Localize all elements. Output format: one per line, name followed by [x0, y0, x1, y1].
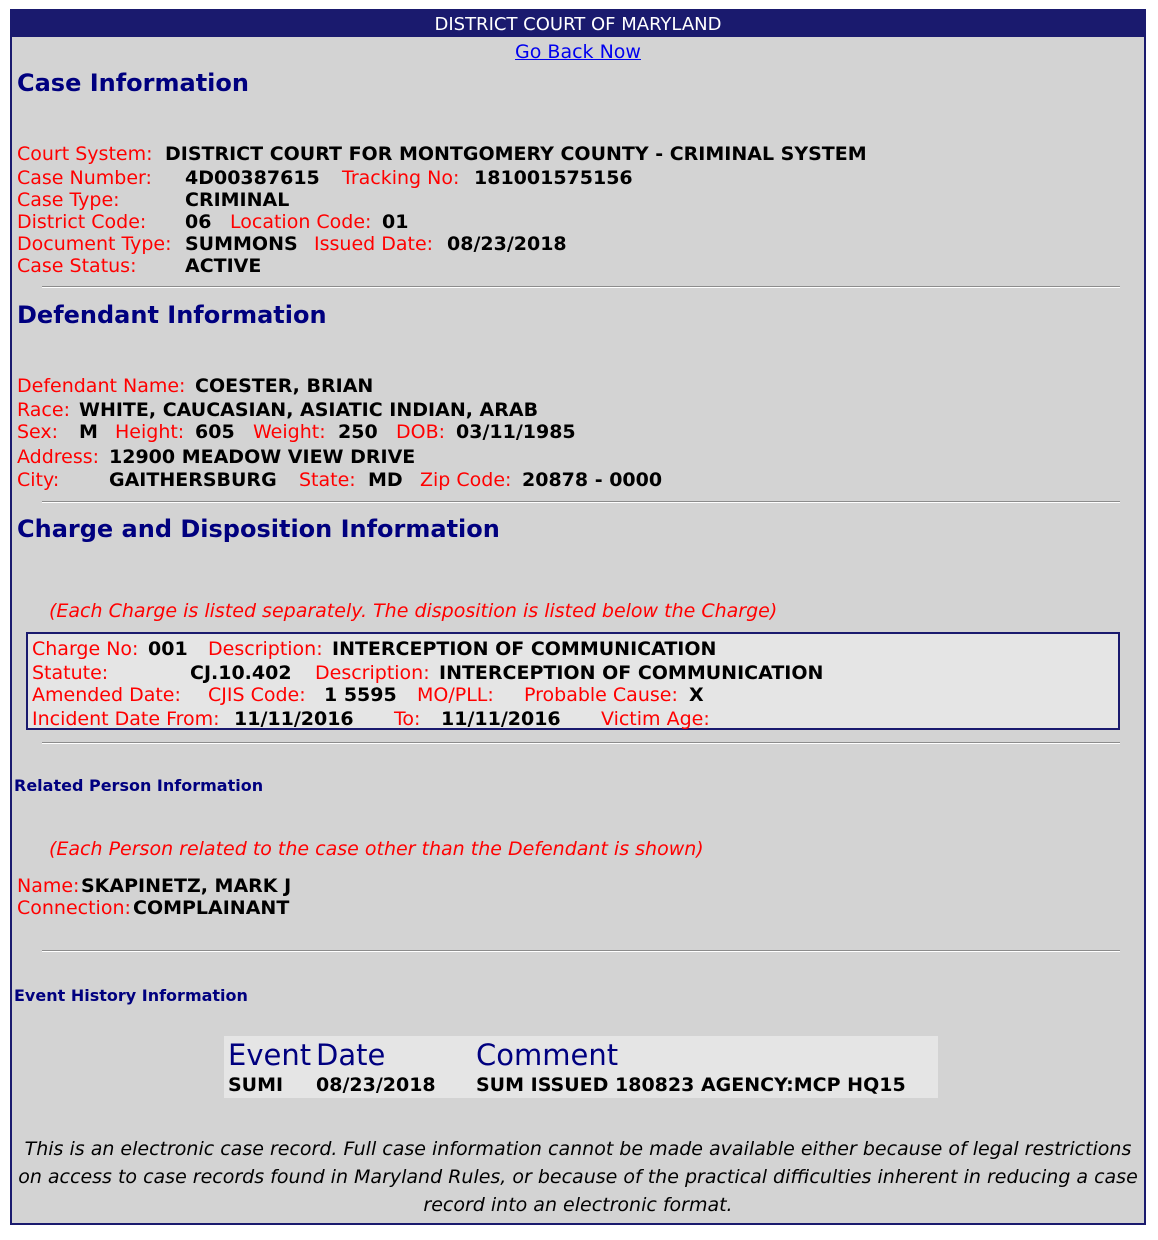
case-record-panel: [10, 9, 1146, 1225]
height-value: 605: [195, 421, 235, 443]
charge-no-value: 001: [148, 638, 188, 660]
location-code-label: Location Code:: [230, 211, 372, 233]
event-comment-cell: SUM ISSUED 180823 AGENCY:MCP HQ15: [476, 1074, 906, 1096]
issued-date-value: 08/23/2018: [447, 233, 567, 255]
divider: [42, 742, 1120, 744]
cjis-label: CJIS Code:: [208, 684, 306, 706]
court-banner: DISTRICT COURT OF MARYLAND: [12, 11, 1144, 37]
statute-description-label: Description:: [315, 662, 430, 684]
race-value: WHITE, CAUCASIAN, ASIATIC INDIAN, ARAB: [79, 399, 539, 421]
city-value: GAITHERSBURG: [109, 469, 277, 491]
incident-from-value: 11/11/2016: [234, 708, 354, 730]
tracking-label: Tracking No:: [342, 167, 460, 189]
victim-age-label: Victim Age:: [601, 708, 710, 730]
sex-label: Sex:: [17, 421, 59, 443]
district-code-value: 06: [185, 211, 212, 233]
connection-value: COMPLAINANT: [133, 897, 290, 919]
address-label: Address:: [17, 446, 100, 468]
related-name-label: Name:: [17, 875, 80, 897]
probable-cause-label: Probable Cause:: [524, 684, 678, 706]
date-column-header: Date: [316, 1038, 386, 1072]
divider: [42, 950, 1120, 952]
defendant-info-heading: Defendant Information: [17, 301, 327, 329]
statute-description-value: INTERCEPTION OF COMMUNICATION: [439, 662, 824, 684]
divider: [42, 501, 1120, 503]
case-number-value: 4D00387615: [185, 167, 320, 189]
disclaimer-line: on access to case records found in Maryland Rules, or because of the practical difficulties inherent in reducing a case: [18, 1166, 1138, 1188]
event-date-cell: 08/23/2018: [316, 1074, 436, 1096]
related-person-heading: Related Person Information: [14, 776, 264, 795]
amended-date-label: Amended Date:: [32, 684, 181, 706]
divider: [42, 286, 1120, 288]
related-person-note: (Each Person related to the case other than the Defendant is shown): [49, 838, 704, 860]
document-type-value: SUMMONS: [185, 233, 298, 255]
charge-record: [26, 632, 1120, 730]
address-value: 12900 MEADOW VIEW DRIVE: [109, 446, 416, 468]
location-code-value: 01: [382, 211, 409, 233]
court-system-label: Court System:: [17, 143, 153, 165]
related-name-value: SKAPINETZ, MARK J: [81, 875, 292, 897]
dob-value: 03/11/1985: [456, 421, 576, 443]
height-label: Height:: [115, 421, 185, 443]
race-label: Race:: [17, 399, 70, 421]
issued-date-label: Issued Date:: [314, 233, 434, 255]
charge-no-label: Charge No:: [32, 638, 139, 660]
weight-value: 250: [338, 421, 378, 443]
defendant-name-value: COESTER, BRIAN: [195, 375, 374, 397]
event-history-table: [224, 1036, 938, 1098]
case-number-label: Case Number:: [17, 167, 152, 189]
zip-value: 20878 - 0000: [522, 469, 663, 491]
disclaimer: [12, 1135, 1144, 1219]
incident-from-label: Incident Date From:: [32, 708, 220, 730]
document-type-label: Document Type:: [17, 233, 172, 255]
city-label: City:: [17, 469, 60, 491]
tracking-value: 181001575156: [474, 167, 633, 189]
sex-value: M: [79, 421, 98, 443]
zip-label: Zip Code:: [420, 469, 512, 491]
case-type-label: Case Type:: [17, 189, 120, 211]
disclaimer-line: This is an electronic case record. Full case information cannot be made available either because of legal restrictions: [24, 1138, 1132, 1160]
defendant-name-label: Defendant Name:: [17, 375, 186, 397]
statute-value: CJ.10.402: [190, 662, 292, 684]
charge-note: (Each Charge is listed separately. The disposition is listed below the Charge): [49, 600, 778, 622]
dob-label: DOB:: [396, 421, 446, 443]
incident-to-value: 11/11/2016: [441, 708, 561, 730]
description-value: INTERCEPTION OF COMMUNICATION: [332, 638, 717, 660]
go-back-link[interactable]: Go Back Now: [515, 41, 641, 63]
cjis-value: 1 5595: [324, 684, 397, 706]
mo-pll-label: MO/PLL:: [417, 684, 494, 706]
case-status-value: ACTIVE: [185, 255, 262, 277]
disclaimer-line: record into an electronic format.: [423, 1194, 733, 1216]
connection-label: Connection:: [17, 897, 131, 919]
event-code-cell: SUMI: [228, 1074, 284, 1096]
case-type-value: CRIMINAL: [185, 189, 290, 211]
state-label: State:: [299, 469, 356, 491]
event-history-heading: Event History Information: [14, 986, 248, 1005]
court-system-value: DISTRICT COURT FOR MONTGOMERY COUNTY - CRIMINAL SYSTEM: [165, 143, 867, 165]
comment-column-header: Comment: [476, 1038, 619, 1072]
district-code-label: District Code:: [17, 211, 147, 233]
state-value: MD: [368, 469, 403, 491]
description-label: Description:: [208, 638, 323, 660]
court-system-row: [17, 143, 153, 165]
probable-cause-value: X: [689, 684, 704, 706]
case-info-heading: Case Information: [17, 69, 249, 97]
statute-label: Statute:: [32, 662, 109, 684]
incident-to-label: To:: [394, 708, 421, 730]
weight-label: Weight:: [253, 421, 326, 443]
event-column-header: Event: [228, 1038, 312, 1072]
charge-info-heading: Charge and Disposition Information: [17, 515, 500, 543]
case-status-label: Case Status:: [17, 255, 137, 277]
